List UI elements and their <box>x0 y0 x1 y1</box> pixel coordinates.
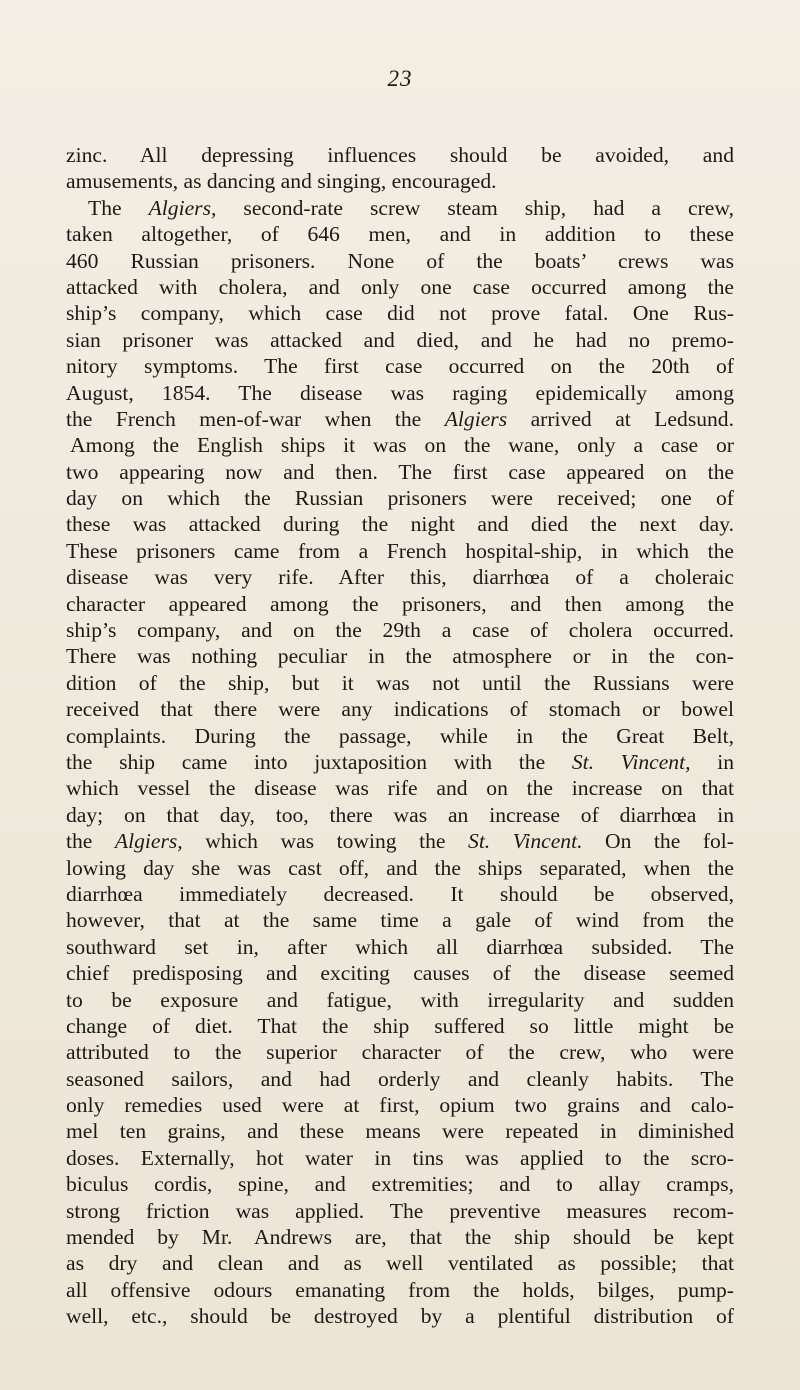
text-line <box>66 195 734 221</box>
text-segment: only remedies used were at first, opium two grains and calo- <box>66 1093 734 1118</box>
text-segment: the French men-of-war when the <box>66 406 445 431</box>
text-segment: to be exposure and fatigue, with irregularity and sudden <box>66 987 734 1012</box>
text-segment: Among the English ships it was on the wane, only a case or <box>70 433 734 458</box>
text-line <box>66 353 734 379</box>
text-segment: The <box>88 195 149 220</box>
text-segment: day on which the Russian prisoners were received; one of <box>66 486 734 511</box>
text-segment: as dry and clean and as well ventilated as possible; that <box>66 1251 734 1276</box>
text-segment: day; on that day, too, there was an increase of diarrhœa in <box>66 802 734 827</box>
text-line <box>66 485 734 511</box>
text-segment: attributed to the superior character of the crew, who were <box>66 1040 734 1065</box>
text-line <box>66 775 734 801</box>
text-segment: doses. Externally, hot water in tins was applied to the scro- <box>66 1145 734 1170</box>
text-line <box>66 934 734 960</box>
text-line <box>66 643 734 669</box>
text-line <box>66 617 734 643</box>
text-segment: lowing day she was cast off, and the ships separated, when the <box>66 855 734 880</box>
text-segment: These prisoners came from a French hospital-ship, in which the <box>66 538 734 563</box>
text-segment: chief predisposing and exciting causes of the disease seemed <box>66 961 734 986</box>
text-line <box>66 828 734 854</box>
text-segment: disease was very rife. After this, diarrhœa of a choleraic <box>66 565 734 590</box>
text-line <box>66 1118 734 1144</box>
text-line <box>66 459 734 485</box>
italic-ship-name: St. Vincent. <box>468 829 583 854</box>
text-line <box>66 1277 734 1303</box>
text-segment: these was attacked during the night and died the next day. <box>66 512 734 537</box>
text-line <box>66 168 734 194</box>
text-segment: On the fol- <box>582 829 734 854</box>
text-line <box>66 1013 734 1039</box>
text-segment: biculus cordis, spine, and extremities; and to allay cramps, <box>66 1172 734 1197</box>
page-number: 23 <box>387 66 413 91</box>
text-line <box>66 564 734 590</box>
text-segment: which was towing the <box>182 829 469 854</box>
text-segment: sian prisoner was attacked and died, and he had no premo- <box>66 327 734 352</box>
text-line <box>66 696 734 722</box>
italic-ship-name: St. Vincent, <box>571 749 691 774</box>
text-segment: zinc. All depressing influences should be avoided, and <box>66 143 734 167</box>
text-line <box>66 221 734 247</box>
text-segment: amusements, as dancing and singing, encouraged. <box>66 169 497 194</box>
text-segment: received that there were any indications of stomach or bowel <box>66 697 734 722</box>
text-segment: dition of the ship, but it was not until the Russians were <box>66 670 734 695</box>
text-segment: strong friction was applied. The preventive measures recom- <box>66 1198 734 1223</box>
italic-ship-name: Algiers, <box>148 195 217 220</box>
text-segment: arrived at Ledsund. <box>507 406 735 431</box>
text-line <box>66 881 734 907</box>
text-segment: the ship came into juxtaposition with the <box>66 749 572 774</box>
text-line <box>66 723 734 749</box>
text-line <box>66 142 734 168</box>
text-segment: seasoned sailors, and had orderly and cleanly habits. The <box>66 1066 734 1091</box>
text-line <box>66 380 734 406</box>
text-line <box>66 1171 734 1197</box>
text-segment: taken altogether, of 646 men, and in addition to these <box>66 222 734 247</box>
text-line <box>66 511 734 537</box>
text-segment: however, that at the same time a gale of wind from the <box>66 908 734 933</box>
text-segment: complaints. During the passage, while in the Great Belt, <box>66 723 734 748</box>
text-line <box>66 1145 734 1171</box>
text-line <box>66 1250 734 1276</box>
text-segment: which vessel the disease was rife and on the increase on that <box>66 776 734 801</box>
text-segment: mended by Mr. Andrews are, that the ship should be kept <box>66 1225 734 1250</box>
italic-ship-name: Algiers <box>444 406 508 431</box>
text-line <box>66 274 734 300</box>
text-segment: character appeared among the prisoners, and then among the <box>66 591 734 616</box>
text-line <box>66 670 734 696</box>
text-segment: two appearing now and then. The first case appeared on the <box>66 459 734 484</box>
text-segment: August, 1854. The disease was raging epidemically among <box>66 380 734 405</box>
text-line <box>66 907 734 933</box>
text-segment: ship’s company, and on the 29th a case of cholera occurred. <box>66 618 734 643</box>
text-line <box>66 987 734 1013</box>
text-line <box>66 802 734 828</box>
text-segment: attacked with cholera, and only one case occurred among the <box>66 274 734 299</box>
text-segment: 460 Russian prisoners. None of the boats’ crews was <box>66 248 734 273</box>
text-line <box>66 749 734 775</box>
italic-ship-name: Algiers, <box>114 829 183 854</box>
text-line <box>66 538 734 564</box>
text-segment: in <box>690 749 734 774</box>
text-line <box>66 406 734 432</box>
text-line <box>66 855 734 881</box>
text-segment: ship’s company, which case did not prove fatal. One Rus- <box>66 301 734 326</box>
text-segment: all offensive odours emanating from the holds, bilges, pump- <box>66 1277 734 1302</box>
text-segment: southward set in, after which all diarrhœa subsided. The <box>66 934 734 959</box>
text-line <box>66 432 734 458</box>
text-segment: well, etc., should be destroyed by a plentiful distribution of <box>66 1304 734 1329</box>
text-line <box>66 1303 734 1329</box>
text-line <box>66 591 734 617</box>
text-line <box>66 327 734 353</box>
text-segment: There was nothing peculiar in the atmosphere or in the con- <box>66 644 734 669</box>
text-segment: the <box>66 829 115 854</box>
text-line <box>66 300 734 326</box>
text-line <box>66 1066 734 1092</box>
text-line <box>66 960 734 986</box>
text-segment: nitory symptoms. The first case occurred on the 20th of <box>66 354 734 379</box>
text-line <box>66 248 734 274</box>
text-segment: change of diet. That the ship suffered so little might be <box>66 1013 734 1038</box>
text-line <box>66 1224 734 1250</box>
text-segment: mel ten grains, and these means were repeated in diminished <box>66 1119 734 1144</box>
body-text <box>66 142 734 1330</box>
text-line <box>66 1092 734 1118</box>
text-segment: diarrhœa immediately decreased. It should be observed, <box>66 881 734 906</box>
text-line <box>66 1039 734 1065</box>
text-line <box>66 1198 734 1224</box>
text-segment: second-rate screw steam ship, had a crew, <box>216 195 734 220</box>
